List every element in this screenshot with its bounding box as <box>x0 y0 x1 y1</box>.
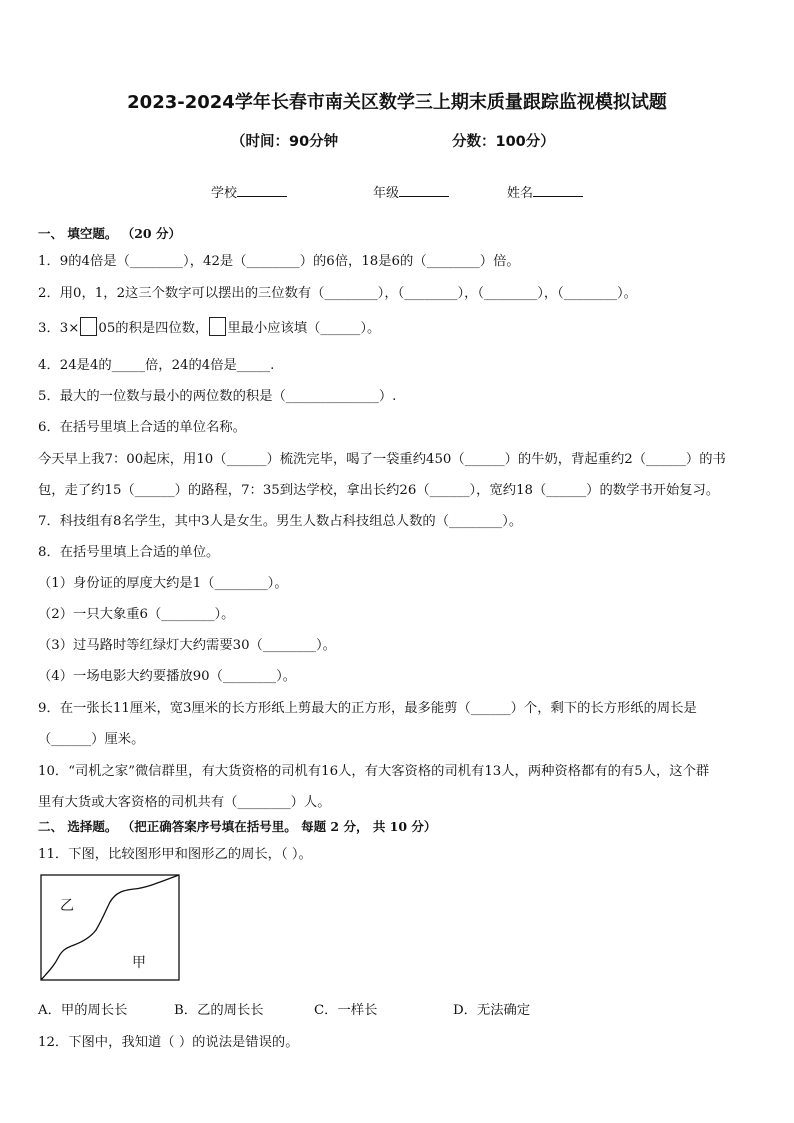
blank-box <box>209 317 226 336</box>
option-a: A．甲的周长长 <box>38 1003 128 1018</box>
question-2: 2．用0，1，2这三个数字可以摆出的三位数有（________），（________），（________），（________）。 <box>38 286 637 301</box>
section1-heading <box>38 224 181 242</box>
label-yi: 乙 <box>60 898 74 914</box>
label-jia: 甲 <box>132 955 146 971</box>
question-4: 4．24是4的_____倍，24的4倍是_____. <box>38 358 275 373</box>
question-6-line1: 今天早上我7：00起床，用10（______）梳洗完毕，喝了一袋重约450（______）的牛奶，背起重约2（______）的书 <box>38 452 726 467</box>
question-6: 6．在括号里填上合适的单位名称。 <box>38 420 246 435</box>
question-8-item-1: （1）身份证的厚度大约是1（________）。 <box>38 576 288 591</box>
question-6-line2: 包，走了约15（______）的路程，7：35到达学校，拿出长约26（______），宽约18（______）的数学书开始复习。 <box>38 483 720 498</box>
question-12: 12．下图中，我知道（ ）的说法是错误的。 <box>38 1035 299 1050</box>
figure-rectangle <box>41 875 179 980</box>
question-9-line1: 9．在一张长11厘米，宽3厘米的长方形纸上剪最大的正方形，最多能剪（______）个，剩下的长方形纸的周长是 <box>38 701 697 716</box>
question-7: 7．科技组有8名学生，其中3人是女生。男生人数占科技组总人数的（________）。 <box>38 514 523 529</box>
grade-label: 年级 <box>373 186 400 201</box>
question-9-line2: （______）厘米。 <box>38 732 145 747</box>
section2-label: 二、 选择题。 <box>38 819 118 834</box>
exam-score: 分数：100分） <box>452 134 555 150</box>
section1-points: （20 分） <box>121 226 181 241</box>
section2-heading <box>38 817 436 835</box>
grade-field <box>373 182 449 201</box>
school-label: 学校 <box>211 186 238 201</box>
name-label: 姓名 <box>507 186 534 201</box>
q3-part-c: 里最小应该填（______）。 <box>227 321 381 336</box>
name-field <box>507 182 583 201</box>
option-d: D．无法确定 <box>453 1003 531 1018</box>
perimeter-figure <box>38 872 182 984</box>
dividing-curve <box>41 875 179 980</box>
question-8-item-4: （4）一场电影大约要播放90（________）。 <box>38 669 297 684</box>
question-8: 8．在括号里填上合适的单位。 <box>38 545 220 560</box>
question-8-item-2: （2）一只大象重6（________）。 <box>38 607 235 622</box>
section1-label: 一、 填空题。 <box>38 226 118 241</box>
section2-note: （把正确答案序号填在括号里。 每题 2 分， 共 10 分） <box>121 819 437 834</box>
q3-part-a: 3．3× <box>38 321 80 336</box>
blank-box <box>80 317 97 336</box>
question-3 <box>38 317 380 336</box>
name-blank <box>533 184 583 197</box>
school-field <box>211 182 287 201</box>
page-title: 2023-2024学年长春市南关区数学三上期末质量跟踪监视模拟试题 <box>127 92 667 113</box>
exam-time: （时间：90分钟 <box>231 134 339 150</box>
option-b: B．乙的周长长 <box>174 1003 264 1018</box>
question-10-line1: 10．“司机之家”微信群里，有大货资格的司机有16人，有大客资格的司机有13人，两种资格都有的有5人，这个群 <box>38 764 710 779</box>
option-c: C．一样长 <box>314 1003 378 1018</box>
grade-blank <box>399 184 449 197</box>
q3-part-b: 05的积是四位数， <box>98 321 209 336</box>
question-8-item-3: （3）过马路时等红绿灯大约需要30（________）。 <box>38 638 336 653</box>
question-1: 1．9的4倍是（________），42是（________）的6倍，18是6的（________）倍。 <box>38 254 520 269</box>
question-11: 11．下图，比较图形甲和图形乙的周长，（ ）。 <box>38 847 312 862</box>
school-blank <box>237 184 287 197</box>
question-10-line2: 里有大货或大客资格的司机共有（________）人。 <box>38 795 331 810</box>
question-5: 5．最大的一位数与最小的两位数的积是（______________）. <box>38 389 397 404</box>
